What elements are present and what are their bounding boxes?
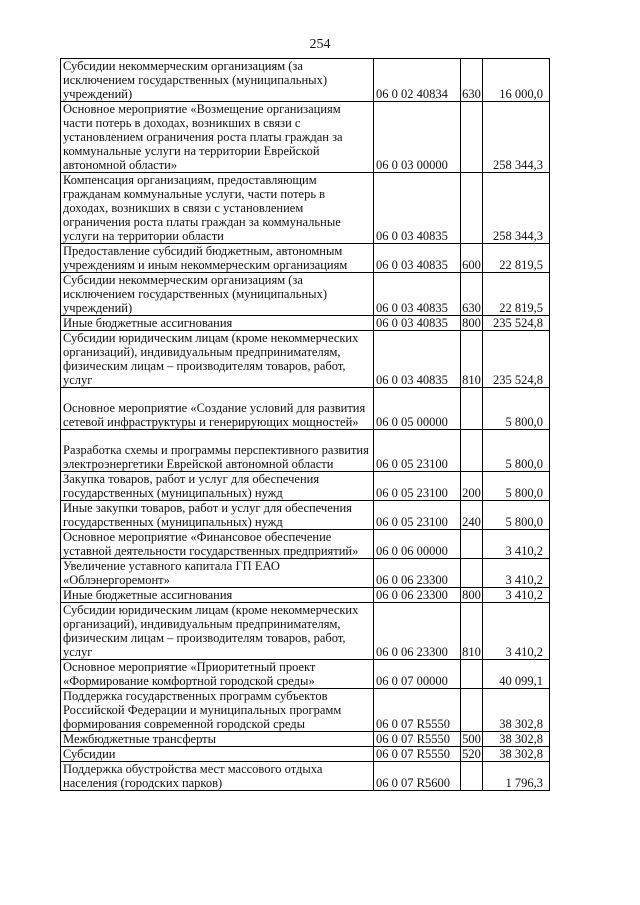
row-description: Иные бюджетные ассигнования: [61, 588, 374, 603]
row-amount: 38 302,8: [483, 732, 550, 747]
table-row: [61, 244, 550, 273]
row-description: Иные бюджетные ассигнования: [61, 316, 374, 331]
row-expense-type: 200: [461, 472, 483, 501]
table-row: [61, 530, 550, 559]
row-description: Предоставление субсидий бюджетным, автономным учреждениям и иным некоммерческим организациям: [61, 244, 374, 273]
row-code: 06 0 07 R5550: [374, 747, 461, 762]
row-amount: 235 524,8: [483, 331, 550, 388]
table-row: [61, 501, 550, 530]
row-code: 06 0 03 40835: [374, 316, 461, 331]
row-code: 06 0 07 R5550: [374, 732, 461, 747]
row-description: Основное мероприятие «Финансовое обеспечение уставной деятельности государственных предприятий»: [61, 530, 374, 559]
row-description: Основное мероприятие «Создание условий для развития сетевой инфраструктуры и генерирующих мощностей»: [61, 388, 374, 430]
table-row: [61, 102, 550, 173]
row-description: Основное мероприятие «Возмещение организациям части потерь в доходах, возникших в связи с установлением ограничения роста платы граждан за коммунальные услуги на территории Еврейской автономной области»: [61, 102, 374, 173]
table-row: [61, 273, 550, 316]
row-expense-type: 520: [462, 747, 481, 761]
row-amount: 235 524,8: [483, 316, 550, 331]
table-row: [61, 316, 550, 331]
row-amount: 5 800,0: [483, 430, 550, 472]
row-amount: 38 302,8: [483, 747, 550, 762]
row-code: 06 0 06 00000: [374, 530, 461, 559]
row-amount: 38 302,8: [483, 689, 550, 732]
row-code: 06 0 07 R5600: [374, 762, 461, 791]
row-expense-type: 630: [461, 59, 483, 102]
row-amount: 5 800,0: [483, 388, 550, 430]
row-expense-type: 810: [461, 331, 483, 388]
row-code: 06 0 06 23300: [374, 559, 461, 588]
table-row: [61, 747, 550, 762]
row-description: Компенсация организациям, предоставляющим гражданам коммунальные услуги, части потерь в доходах, возникших в связи с установлением ограничения роста платы граждан за коммунальные услуги на территории области: [61, 173, 374, 244]
row-code: 06 0 05 00000: [374, 388, 461, 430]
budget-table: [60, 58, 550, 791]
row-code: 06 0 03 40835: [374, 244, 461, 273]
row-code: 06 0 05 23100: [374, 472, 461, 501]
table-row: [61, 472, 550, 501]
row-expense-type: [461, 388, 483, 430]
row-description: Субсидии: [61, 747, 374, 762]
table-row: [61, 603, 550, 660]
row-code: 06 0 03 40835: [374, 331, 461, 388]
table-row: [61, 559, 550, 588]
row-amount: 258 344,3: [483, 173, 550, 244]
row-amount: 5 800,0: [483, 472, 550, 501]
table-row: [61, 331, 550, 388]
row-code: 06 0 03 40835: [374, 173, 461, 244]
row-expense-type: 800: [462, 316, 481, 330]
table-row: [61, 430, 550, 472]
row-description: Межбюджетные трансферты: [61, 732, 374, 747]
row-description: Поддержка государственных программ субъектов Российской Федерации и муниципальных программ формирования современной городской среды: [61, 689, 374, 732]
row-description: Субсидии юридическим лицам (кроме некоммерческих организаций), индивидуальным предпринимателям, физическим лицам – производителям товаров, работ, услуг: [61, 331, 374, 388]
row-code: 06 0 06 23300: [374, 603, 461, 660]
row-expense-type: [461, 660, 483, 689]
row-amount: 40 099,1: [483, 660, 550, 689]
row-expense-type: [461, 689, 483, 732]
row-expense-type: [461, 559, 483, 588]
row-expense-type: [461, 430, 483, 472]
row-expense-type: 630: [461, 273, 483, 316]
row-amount: 3 410,2: [483, 603, 550, 660]
row-amount: 3 410,2: [483, 559, 550, 588]
table-row: [61, 588, 550, 603]
row-amount: 22 819,5: [483, 273, 550, 316]
row-description: Субсидии юридическим лицам (кроме некоммерческих организаций), индивидуальным предпринимателям, физическим лицам – производителям товаров, работ, услуг: [61, 603, 374, 660]
row-description: Субсидии некоммерческим организациям (за исключением государственных (муниципальных) учреждений): [61, 273, 374, 316]
table-row: [61, 173, 550, 244]
row-code: 06 0 07 R5550: [374, 689, 461, 732]
row-amount: 22 819,5: [483, 244, 550, 273]
row-expense-type: [461, 173, 483, 244]
row-code: 06 0 02 40834: [374, 59, 461, 102]
row-description: Поддержка обустройства мест массового отдыха населения (городских парков): [61, 762, 374, 791]
row-expense-type: 800: [462, 588, 481, 602]
row-description: Иные закупки товаров, работ и услуг для обеспечения государственных (муниципальных) нужд: [61, 501, 374, 530]
row-description: Закупка товаров, работ и услуг для обеспечения государственных (муниципальных) нужд: [61, 472, 374, 501]
row-description: Увеличение уставного капитала ГП ЕАО «Облэнергоремонт»: [61, 559, 374, 588]
page-number: 254: [309, 37, 331, 52]
table-row: [61, 388, 550, 430]
row-code: 06 0 03 40835: [374, 273, 461, 316]
table-row: [61, 59, 550, 102]
row-amount: 1 796,3: [483, 762, 550, 791]
row-expense-type: 240: [461, 501, 483, 530]
row-description: Субсидии некоммерческим организациям (за исключением государственных (муниципальных) учреждений): [61, 59, 374, 102]
row-expense-type: [461, 530, 483, 559]
row-amount: 3 410,2: [483, 530, 550, 559]
row-expense-type: 500: [462, 732, 481, 746]
row-expense-type: [461, 102, 483, 173]
table-row: [61, 689, 550, 732]
row-amount: 3 410,2: [483, 588, 550, 603]
row-description: Основное мероприятие «Приоритетный проект «Формирование комфортной городской среды»: [61, 660, 374, 689]
row-code: 06 0 03 00000: [374, 102, 461, 173]
row-amount: 5 800,0: [483, 501, 550, 530]
row-expense-type: 810: [461, 603, 483, 660]
row-code: 06 0 06 23300: [374, 588, 461, 603]
row-amount: 258 344,3: [483, 102, 550, 173]
table-row: [61, 762, 550, 791]
table-row: [61, 732, 550, 747]
row-code: 06 0 05 23100: [374, 430, 461, 472]
row-description: Разработка схемы и программы перспективного развития электроэнергетики Еврейской автономной области: [61, 430, 374, 472]
row-code: 06 0 05 23100: [374, 501, 461, 530]
table-row: [61, 660, 550, 689]
row-expense-type: [461, 762, 483, 791]
row-code: 06 0 07 00000: [374, 660, 461, 689]
row-expense-type: 600: [461, 244, 483, 273]
row-amount: 16 000,0: [483, 59, 550, 102]
